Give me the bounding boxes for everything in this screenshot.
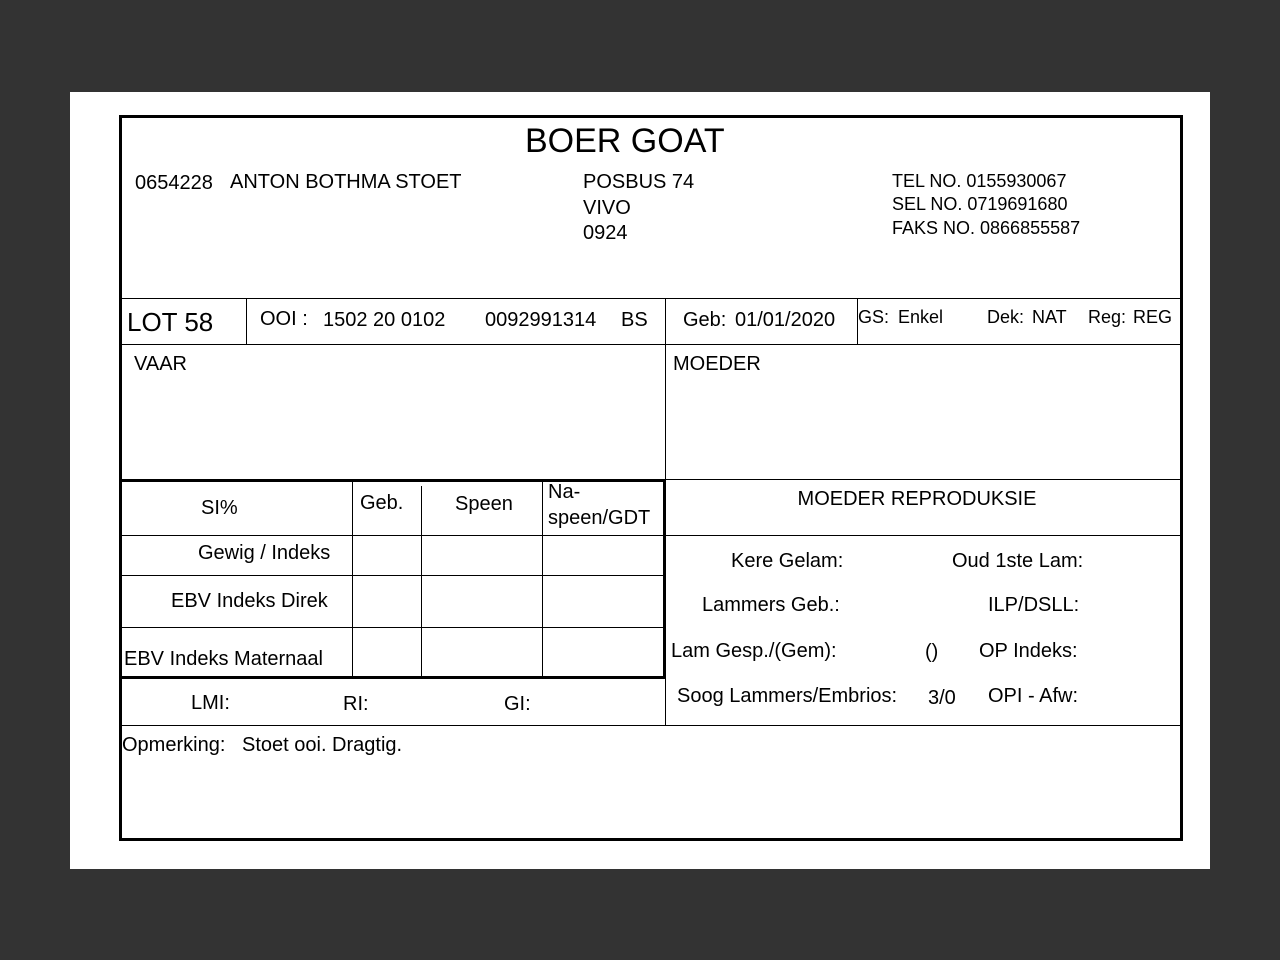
remarks-label: Opmerking: xyxy=(122,734,226,756)
geb-header: Geb. xyxy=(360,492,404,514)
ilp-dsll-label: ILP/DSLL: xyxy=(988,594,1080,616)
lammers-geb-label: Lammers Geb.: xyxy=(702,594,840,616)
geb-label: Geb: xyxy=(683,309,727,331)
card-title: BOER GOAT xyxy=(525,122,725,160)
lot-number: LOT 58 xyxy=(127,307,214,337)
id-suffix: BS xyxy=(621,309,648,331)
lam-gesp-label: Lam Gesp./(Gem): xyxy=(671,640,837,662)
address-line-1: POSBUS 74 xyxy=(583,171,695,193)
divider-lot-2 xyxy=(665,298,666,344)
row-label-gewig: Gewig / Indeks xyxy=(198,542,331,564)
divider-lot-1 xyxy=(246,298,247,344)
perf-table-top xyxy=(121,479,666,482)
gs-label: GS: xyxy=(858,307,890,327)
divider-lot-bottom xyxy=(121,344,1181,345)
perf-col-line-1 xyxy=(352,482,353,677)
address-line-2: VIVO xyxy=(583,197,631,219)
tel-number: TEL NO. 0155930067 xyxy=(892,171,1067,191)
reg-label: Reg: xyxy=(1088,307,1127,327)
id-number: 0092991314 xyxy=(485,309,597,331)
divider-lot-top xyxy=(121,298,1181,299)
soog-lammers-label: Soog Lammers/Embrios: xyxy=(677,685,898,707)
gs-value: Enkel xyxy=(898,307,944,327)
repro-title: MOEDER REPRODUKSIE xyxy=(797,488,1037,510)
perf-col-line-2 xyxy=(421,486,422,677)
oud-1ste-lam-label: Oud 1ste Lam: xyxy=(952,550,1084,572)
soog-lammers-value: 3/0 xyxy=(928,687,956,709)
row-label-ebv-direk: EBV Indeks Direk xyxy=(171,590,328,612)
lmi-label: LMI: xyxy=(191,692,230,714)
lot-card xyxy=(70,92,1210,869)
address-line-3: 0924 xyxy=(583,222,628,244)
moeder-label: MOEDER xyxy=(673,353,761,375)
dek-value: NAT xyxy=(1032,307,1067,327)
perf-row-line-2 xyxy=(121,575,665,576)
breeder-name: ANTON BOTHMA STOET xyxy=(230,171,462,193)
speen-header: Speen xyxy=(455,493,513,515)
gi-label: GI: xyxy=(504,693,531,715)
frame-top xyxy=(119,115,1183,118)
ooi-number: 1502 20 0102 xyxy=(323,309,446,331)
vaar-label: VAAR xyxy=(134,353,187,375)
dek-label: Dek: xyxy=(987,307,1025,327)
opi-afw-label: OPI - Afw: xyxy=(988,685,1079,707)
op-indeks-label: OP Indeks: xyxy=(979,640,1078,662)
row-label-ebv-maternaal: EBV Indeks Maternaal xyxy=(124,648,323,670)
ri-label: RI: xyxy=(343,693,369,715)
frame-left xyxy=(119,115,122,841)
reg-value: REG xyxy=(1133,307,1173,327)
repro-title-line xyxy=(121,535,1181,536)
lam-gesp-value: () xyxy=(925,641,939,663)
kere-gelam-label: Kere Gelam: xyxy=(731,550,844,572)
repro-top-line xyxy=(666,479,1181,480)
faks-number: FAKS NO. 0866855587 xyxy=(892,218,1081,238)
perf-row-line-3 xyxy=(121,627,665,628)
naspeen-header-line-1: Na- xyxy=(548,481,581,503)
frame-right xyxy=(1180,115,1183,841)
perf-col-line-3 xyxy=(542,482,543,677)
frame-bottom xyxy=(119,838,1183,841)
geb-value: 01/01/2020 xyxy=(735,309,836,331)
remarks-divider xyxy=(121,725,1181,726)
naspeen-header-line-2: speen/GDT xyxy=(548,507,651,529)
ooi-label: OOI : xyxy=(260,308,308,330)
perf-table-bottom xyxy=(121,676,666,679)
si-header: SI% xyxy=(201,497,238,519)
sel-number: SEL NO. 0719691680 xyxy=(892,194,1068,214)
remarks-value: Stoet ooi. Dragtig. xyxy=(242,734,403,756)
breeder-number: 0654228 xyxy=(135,172,213,194)
